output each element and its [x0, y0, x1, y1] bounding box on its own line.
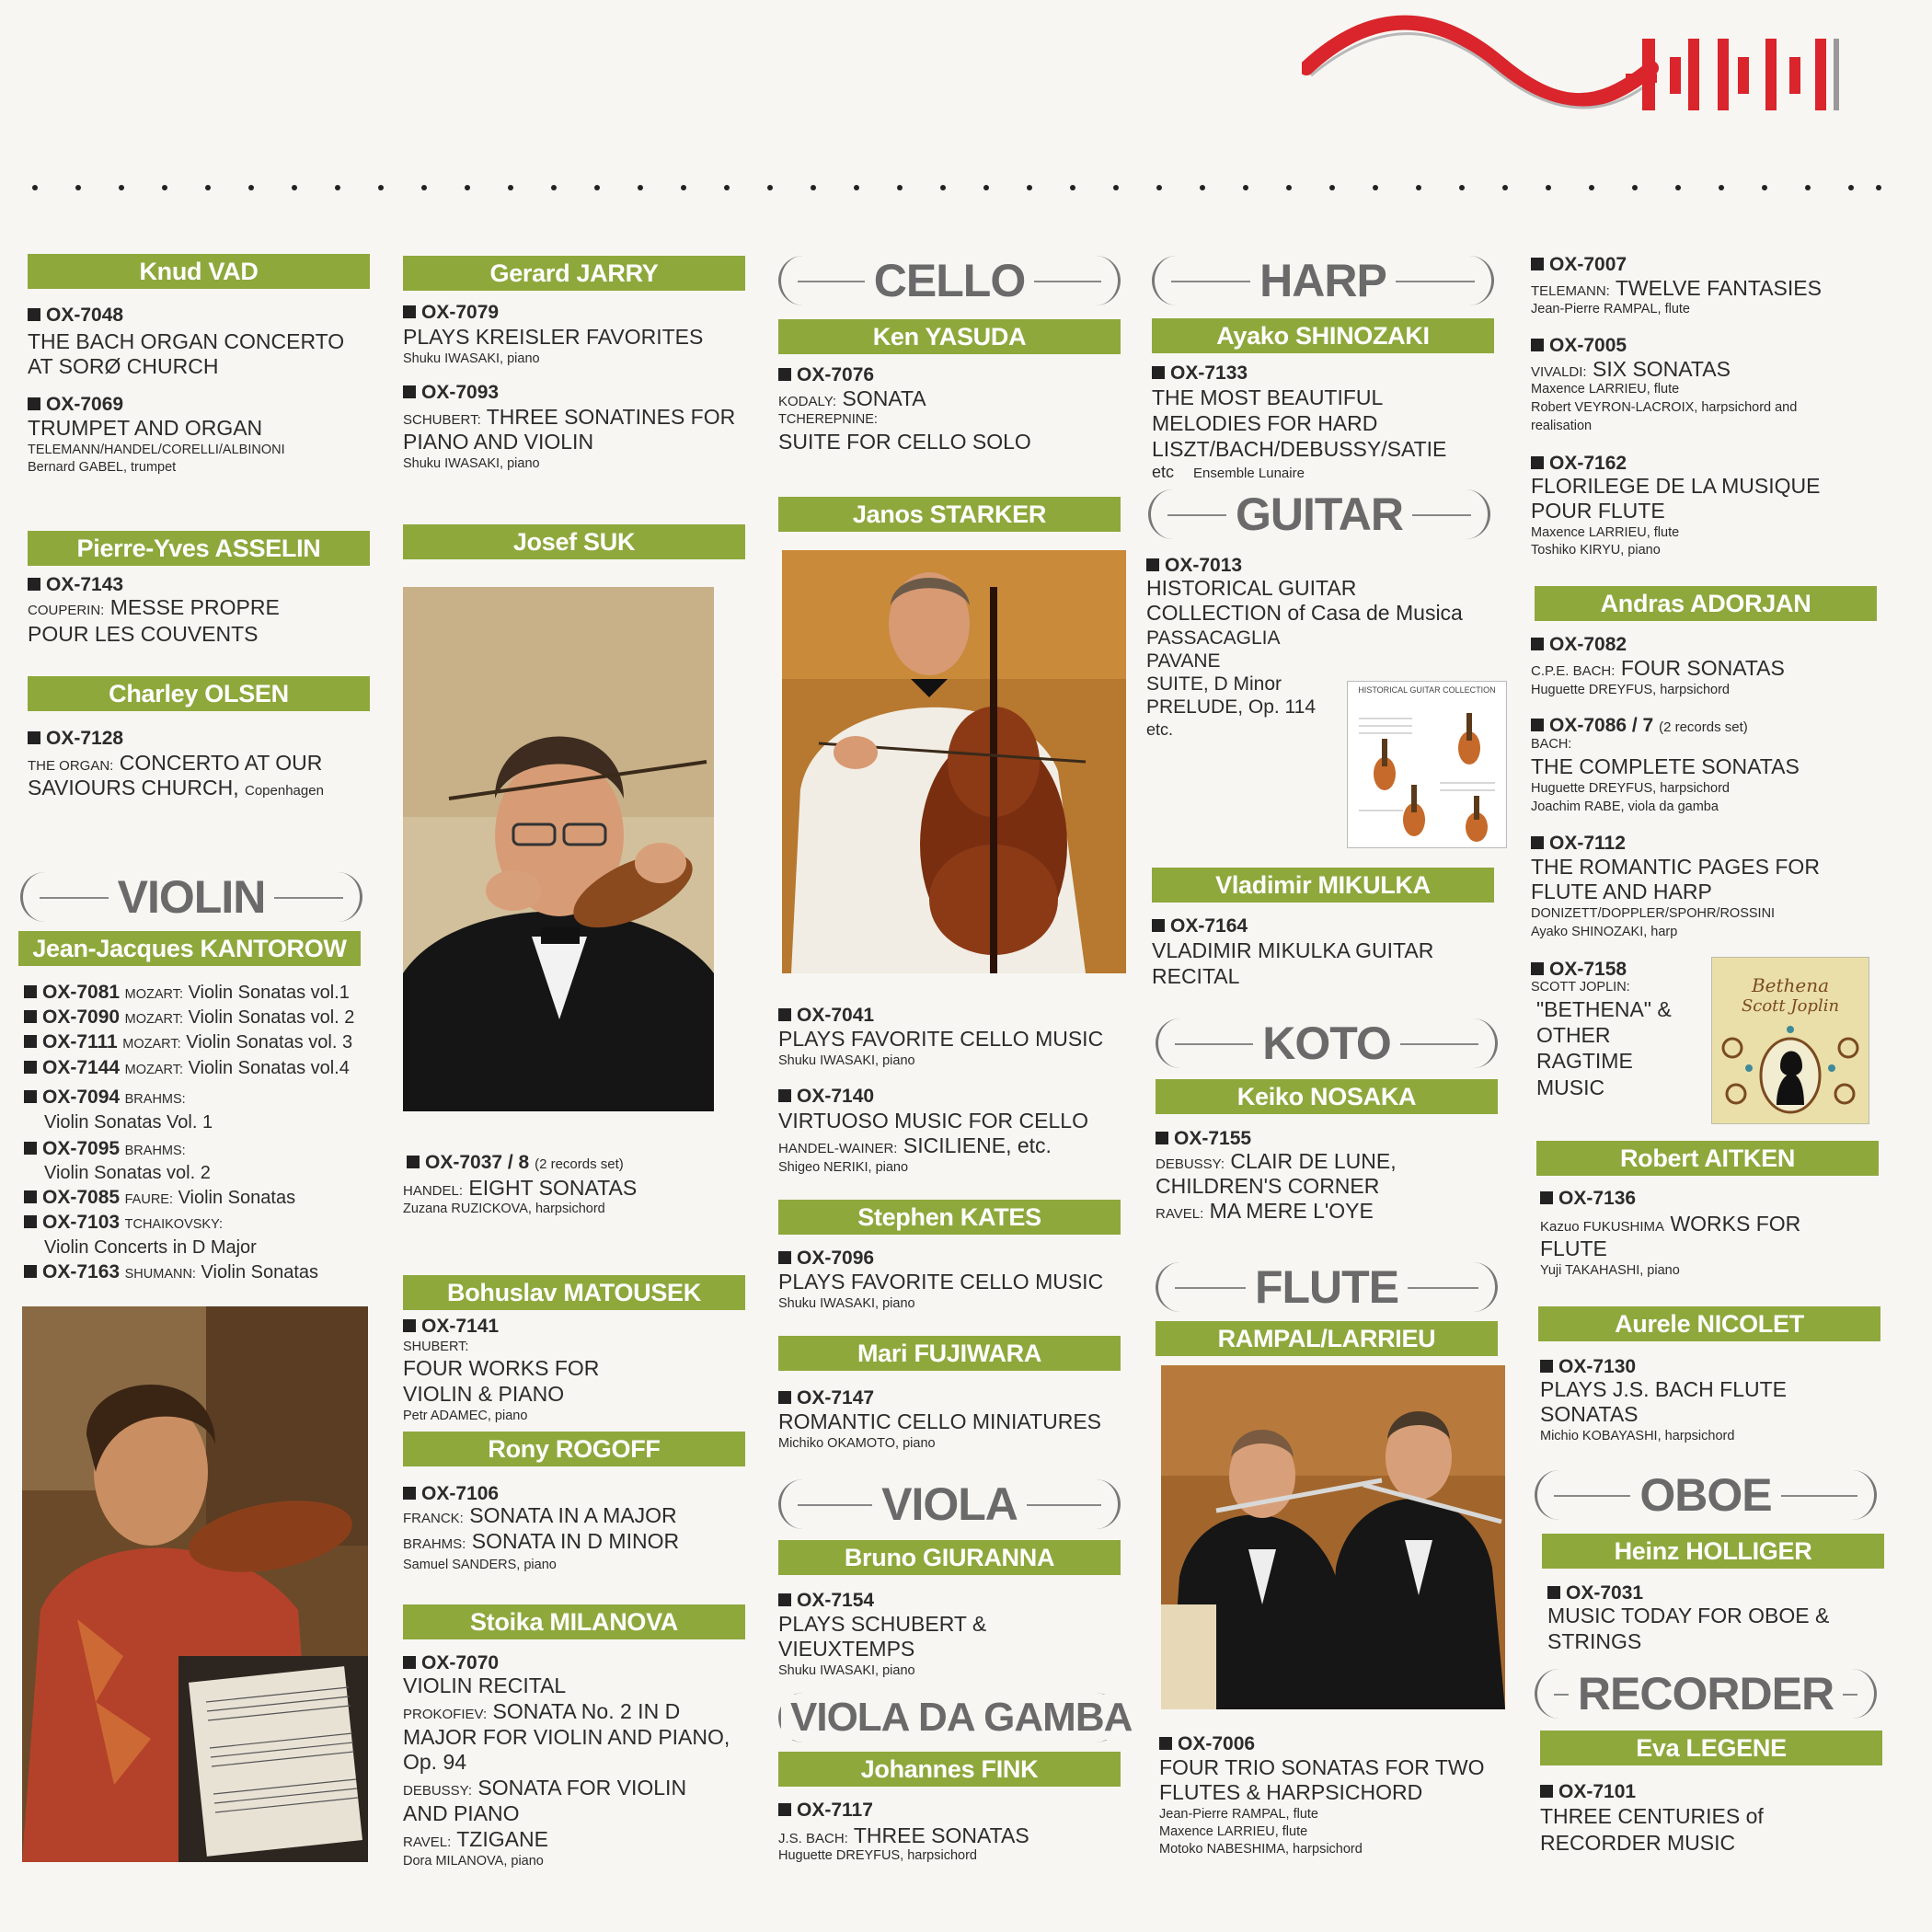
performer: Yuji TAKAHASHI, piano — [1540, 1263, 1680, 1278]
composer: COUPERIN: — [28, 603, 105, 618]
album-title: CHILDREN'S CORNER — [1156, 1174, 1380, 1198]
category-harp: HARP — [1152, 256, 1494, 305]
album-title: SUITE, D Minor — [1146, 673, 1282, 695]
artist-bar: Mari FUJIWARA — [778, 1336, 1121, 1371]
category-viola: VIOLA — [778, 1479, 1121, 1529]
performer: Petr ADAMEC, piano — [403, 1409, 528, 1423]
performer: realisation — [1531, 419, 1593, 433]
album-title: VIOLIN & PIANO — [403, 1382, 565, 1406]
artist-bar: Stoika MILANOVA — [403, 1604, 745, 1639]
catalog-number: OX-7155 — [1156, 1128, 1251, 1150]
album-title: AND PIANO — [403, 1801, 520, 1825]
catalog-number: OX-7079 — [403, 302, 499, 324]
artist-bar: Jean-Jacques KANTOROW — [18, 931, 361, 966]
performer: Toshiko KIRYU, piano — [1531, 543, 1661, 558]
album-title: POUR FLUTE — [1531, 499, 1665, 523]
composer: BRAHMS: — [403, 1536, 466, 1552]
album-title: J.S. BACH: THREE SONATAS — [778, 1823, 1029, 1847]
performer: Shuku IWASAKI, piano — [403, 351, 540, 366]
album-title: RAGTIME — [1536, 1049, 1633, 1073]
list-item: OX-7094 BRAHMS: — [24, 1086, 186, 1111]
artist-bar: Bruno GIURANNA — [778, 1540, 1121, 1575]
performer: Ayako SHINOZAKI, harp — [1531, 925, 1678, 939]
composer: TCHEREPNINE: — [778, 412, 878, 427]
album-title: POUR LES COUVENTS — [28, 622, 259, 646]
composer: C.P.E. BACH: — [1531, 663, 1616, 679]
album-title: Kazuo FUKUSHIMA WORKS FOR — [1540, 1212, 1801, 1236]
performer: Jean-Pierre RAMPAL, flute — [1531, 302, 1690, 316]
album-title: STRINGS — [1547, 1629, 1642, 1653]
album-title: THE BACH ORGAN CONCERTO — [28, 329, 345, 353]
category-koto: KOTO — [1156, 1018, 1498, 1068]
album-title: PLAYS FAVORITE CELLO MUSIC — [778, 1270, 1104, 1294]
performer: Maxence LARRIEU, flute — [1531, 525, 1680, 540]
album-title: PAVANE — [1146, 650, 1221, 672]
album-title: VLADIMIR MIKULKA GUITAR — [1152, 938, 1434, 962]
album-title: THREE CENTURIES of — [1540, 1804, 1764, 1828]
category-viola-da-gamba: VIOLA DA GAMBA — [778, 1693, 1121, 1742]
album-title: etc Ensemble Lunaire — [1152, 463, 1305, 481]
composer: RAVEL: — [403, 1834, 452, 1850]
catalog-number: OX-7143 — [28, 574, 123, 596]
catalog-number: OX-7162 — [1531, 453, 1627, 475]
catalog-number: OX-7106 — [403, 1483, 499, 1505]
album-title: KODALY: SONATA — [778, 386, 926, 410]
composer: HANDEL-WAINER: — [778, 1141, 898, 1156]
album-title: PLAYS FAVORITE CELLO MUSIC — [778, 1027, 1104, 1051]
album-title: HANDEL-WAINER: SICILIENE, etc. — [778, 1133, 1052, 1157]
album-title: BRAHMS: SONATA IN D MINOR — [403, 1529, 680, 1553]
catalog-number: OX-7048 — [28, 305, 123, 327]
category-cello: CELLO — [778, 256, 1121, 305]
suk-photo — [403, 587, 714, 1111]
artist-bar: Aurele NICOLET — [1538, 1306, 1880, 1341]
composer: Kazuo FUKUSHIMA — [1540, 1219, 1665, 1235]
kantorow-photo — [22, 1306, 368, 1862]
composer: RAVEL: — [1156, 1206, 1204, 1222]
album-title: PLAYS J.S. BACH FLUTE — [1540, 1377, 1787, 1401]
catalog-number: OX-7158 — [1531, 959, 1627, 981]
album-title: VIRTUOSO MUSIC FOR CELLO — [778, 1109, 1088, 1133]
performer: Motoko NABESHIMA, harpsichord — [1159, 1842, 1363, 1857]
album-title: PLAYS KREISLER FAVORITES — [403, 325, 704, 349]
album-title: THE ORGAN: CONCERTO AT OUR — [28, 751, 323, 775]
performer: Huguette DREYFUS, harpsichord — [1531, 683, 1730, 697]
album-title: DEBUSSY: CLAIR DE LUNE, — [1156, 1149, 1397, 1173]
album-title: FOUR TRIO SONATAS FOR TWO — [1159, 1755, 1485, 1779]
album-title: C.P.E. BACH: FOUR SONATAS — [1531, 656, 1785, 680]
artist-bar: Gerard JARRY — [403, 256, 745, 291]
album-title: "BETHENA" & — [1536, 997, 1672, 1021]
album-title: FLUTE — [1540, 1236, 1607, 1260]
category-recorder: RECORDER — [1535, 1669, 1877, 1719]
album-title: PASSACAGLIA — [1146, 627, 1281, 649]
album-title: RECORDER MUSIC — [1540, 1831, 1736, 1855]
composer: BACH: — [1531, 737, 1572, 752]
album-title: PLAYS SCHUBERT & — [778, 1612, 987, 1636]
album-title: MAJOR FOR VIOLIN AND PIANO, — [403, 1725, 730, 1749]
list-item: OX-7095 BRAHMS: — [24, 1137, 186, 1163]
catalog-number: OX-7013 — [1146, 555, 1242, 577]
catalog-number: OX-7070 — [403, 1652, 499, 1674]
performer: Michio KOBAYASHI, harpsichord — [1540, 1429, 1735, 1443]
catalog-number: OX-7086 / 7 (2 records set) — [1531, 715, 1748, 737]
catalog-number: OX-7069 — [28, 394, 123, 416]
category-violin: VIOLIN — [20, 872, 362, 922]
album-title: OTHER — [1536, 1023, 1611, 1047]
catalog-number: OX-7096 — [778, 1248, 874, 1270]
artist-bar: RAMPAL/LARRIEU — [1156, 1321, 1498, 1356]
artist-bar: Ayako SHINOZAKI — [1152, 318, 1494, 353]
catalog-number: OX-7101 — [1540, 1781, 1636, 1803]
red-wave-logo-icon — [1302, 13, 1854, 132]
performer: Bernard GABEL, trumpet — [28, 460, 177, 475]
album-title: TRUMPET AND ORGAN — [28, 416, 263, 440]
album-title: SUITE FOR CELLO SOLO — [778, 430, 1031, 454]
composer: KODALY: — [778, 394, 837, 409]
list-item: OX-7144 MOZART: Violin Sonatas vol.4 — [24, 1056, 350, 1082]
catalog-number: OX-7147 — [778, 1387, 874, 1409]
artist-bar: Josef SUK — [403, 524, 745, 559]
album-title: etc. — [1146, 720, 1174, 739]
category-guitar: GUITAR — [1148, 489, 1490, 539]
catalog-number: OX-7037 / 8 (2 records set) — [407, 1152, 624, 1174]
catalog-number: OX-7041 — [778, 1005, 874, 1027]
artist-bar: Andras ADORJAN — [1535, 586, 1877, 621]
album-title: FOUR WORKS FOR — [403, 1356, 600, 1380]
album-title: PRELUDE, Op. 114 — [1146, 696, 1317, 718]
catalog-number: OX-7093 — [403, 382, 499, 404]
album-title: DEBUSSY: SONATA FOR VIOLIN — [403, 1776, 687, 1800]
album-title: VIEUXTEMPS — [778, 1637, 915, 1661]
category-oboe: OBOE — [1535, 1470, 1877, 1520]
catalog-number: OX-7133 — [1152, 362, 1248, 385]
album-title: MUSIC TODAY FOR OBOE & — [1547, 1604, 1830, 1627]
artist-bar: Rony ROGOFF — [403, 1432, 745, 1466]
artist-bar: Eva LEGENE — [1540, 1731, 1882, 1765]
performer: Michiko OKAMOTO, piano — [778, 1436, 936, 1451]
album-title: MELODIES FOR HARD — [1152, 411, 1378, 435]
performer: Maxence LARRIEU, flute — [1159, 1824, 1308, 1839]
performer: Samuel SANDERS, piano — [403, 1558, 557, 1572]
artist-bar: Pierre-Yves ASSELIN — [28, 531, 370, 566]
composer: VIVALDI: — [1531, 364, 1587, 380]
performer: Shuku IWASAKI, piano — [778, 1053, 915, 1068]
list-item: OX-7085 FAURE: Violin Sonatas — [24, 1186, 295, 1212]
composers: TELEMANN/HANDEL/CORELLI/ALBINONI — [28, 443, 285, 457]
list-item: OX-7103 TCHAIKOVSKY: — [24, 1211, 223, 1236]
list-item-title: Violin Concerts in D Major — [44, 1237, 257, 1258]
album-title: THE ROMANTIC PAGES FOR — [1531, 855, 1820, 879]
album-title: TELEMANN: TWELVE FANTASIES — [1531, 276, 1822, 300]
composer: J.S. BACH: — [778, 1831, 848, 1846]
artist-bar: Janos STARKER — [778, 497, 1121, 532]
list-item-title: Violin Sonatas Vol. 1 — [44, 1112, 213, 1133]
catalog-number: OX-7136 — [1540, 1188, 1636, 1210]
performer: Joachim RABE, viola da gamba — [1531, 799, 1719, 814]
performer: Huguette DREYFUS, harpsichord — [1531, 781, 1730, 796]
album-title: THE MOST BEAUTIFUL — [1152, 385, 1384, 409]
composer: DEBUSSY: — [1156, 1156, 1225, 1172]
album-title: SAVIOURS CHURCH, Copenhagen — [28, 776, 324, 799]
composer: SCHUBERT: — [403, 412, 481, 428]
artist-bar: Bohuslav MATOUSEK — [403, 1275, 745, 1310]
bethena-album-cover: Bethena Scott Joplin — [1711, 957, 1869, 1124]
album-title: COUPERIN: MESSE PROPRE — [28, 595, 280, 619]
rampal-larrieu-photo — [1161, 1365, 1505, 1709]
composer: DEBUSSY: — [403, 1783, 473, 1799]
album-title: PROKOFIEV: SONATA No. 2 IN D — [403, 1699, 681, 1723]
album-title: RAVEL: MA MERE L'OYE — [1156, 1199, 1374, 1223]
performer: Jean-Pierre RAMPAL, flute — [1159, 1807, 1318, 1822]
artist-bar: Keiko NOSAKA — [1156, 1079, 1498, 1114]
album-title: FRANCK: SONATA IN A MAJOR — [403, 1503, 677, 1527]
list-item: OX-7163 SHUMANN: Violin Sonatas — [24, 1260, 318, 1286]
catalog-number: OX-7140 — [778, 1086, 874, 1108]
album-title: HANDEL: EIGHT SONATAS — [403, 1176, 638, 1200]
category-flute: FLUTE — [1156, 1262, 1498, 1312]
album-title: AT SORØ CHURCH — [28, 354, 219, 378]
catalog-number: OX-7112 — [1531, 833, 1626, 855]
album-title: MUSIC — [1536, 1075, 1605, 1099]
catalog-number: OX-7076 — [778, 364, 874, 386]
artist-bar: Johannes FINK — [778, 1752, 1121, 1787]
catalog-number: OX-7007 — [1531, 254, 1627, 276]
catalog-number: OX-7141 — [403, 1316, 499, 1338]
album-title: THE COMPLETE SONATAS — [1531, 754, 1800, 778]
list-item-title: Violin Sonatas vol. 2 — [44, 1163, 211, 1183]
album-title: RECITAL — [1152, 964, 1240, 988]
performer: Ensemble Lunaire — [1193, 466, 1305, 481]
performer: Shigeo NERIKI, piano — [778, 1160, 909, 1175]
catalog-number: OX-7006 — [1159, 1733, 1255, 1755]
artist-bar: Robert AITKEN — [1536, 1141, 1879, 1176]
artist-bar: Vladimir MIKULKA — [1152, 868, 1494, 903]
composer: FRANCK: — [403, 1511, 464, 1526]
album-title: COLLECTION of Casa de Musica — [1146, 601, 1463, 625]
starker-photo — [782, 550, 1126, 973]
album-title: VIOLIN RECITAL — [403, 1673, 567, 1697]
composer: HANDEL: — [403, 1183, 464, 1199]
album-title: FLUTE AND HARP — [1531, 880, 1712, 903]
performer: Shuku IWASAKI, piano — [778, 1663, 915, 1678]
album-title: LISZT/BACH/DEBUSSY/SATIE — [1152, 437, 1447, 461]
performer: Zuzana RUZICKOVA, harpsichord — [403, 1202, 605, 1216]
composer: PROKOFIEV: — [403, 1707, 488, 1722]
composer: SCOTT JOPLIN: — [1531, 980, 1630, 995]
place: Copenhagen — [245, 783, 324, 799]
list-item: OX-7090 MOZART: Violin Sonatas vol. 2 — [24, 1006, 354, 1031]
performer: Shuku IWASAKI, piano — [778, 1296, 915, 1311]
catalog-number: OX-7082 — [1531, 634, 1627, 656]
artist-bar: Knud VAD — [28, 254, 370, 289]
artist-bar: Heinz HOLLIGER — [1542, 1534, 1884, 1569]
performer: Robert VEYRON-LACROIX, harpsichord and — [1531, 400, 1798, 415]
album-title: FLORILEGE DE LA MUSIQUE — [1531, 474, 1821, 498]
catalog-number: OX-7154 — [778, 1590, 874, 1612]
album-title: FLUTES & HARPSICHORD — [1159, 1780, 1423, 1804]
album-title: PIANO AND VIOLIN — [403, 430, 594, 454]
performer: Dora MILANOVA, piano — [403, 1854, 544, 1869]
catalog-number: OX-7130 — [1540, 1356, 1636, 1378]
album-title: VIVALDI: SIX SONATAS — [1531, 357, 1731, 381]
catalog-number: OX-7031 — [1547, 1582, 1643, 1604]
catalog-number: OX-7128 — [28, 728, 123, 750]
album-title: SONATAS — [1540, 1402, 1639, 1426]
album-title: HISTORICAL GUITAR — [1146, 576, 1357, 600]
artist-bar: Stephen KATES — [778, 1200, 1121, 1235]
composer: THE ORGAN: — [28, 758, 114, 774]
album-title: ROMANTIC CELLO MINIATURES — [778, 1409, 1101, 1433]
album-title: SCHUBERT: THREE SONATINES FOR — [403, 405, 736, 429]
catalog-number: OX-7005 — [1531, 335, 1627, 357]
performer: Shuku IWASAKI, piano — [403, 456, 540, 471]
artist-bar: Ken YASUDA — [778, 319, 1121, 354]
composers: DONIZETT/DOPPLER/SPOHR/ROSSINI — [1531, 906, 1776, 921]
album-title: Op. 94 — [403, 1750, 467, 1774]
list-item: OX-7081 MOZART: Violin Sonatas vol.1 — [24, 981, 350, 1006]
album-title: RAVEL: TZIGANE — [403, 1827, 548, 1851]
composer: TELEMANN: — [1531, 283, 1610, 299]
catalog-number: OX-7164 — [1152, 915, 1248, 937]
catalog-number: OX-7117 — [778, 1800, 873, 1822]
performer: Maxence LARRIEU, flute — [1531, 382, 1680, 397]
guitar-album-cover: HISTORICAL GUITAR COLLECTION — [1347, 681, 1507, 848]
performer: Huguette DREYFUS, harpsichord — [778, 1848, 977, 1863]
list-item: OX-7111 MOZART: Violin Sonatas vol. 3 — [24, 1030, 352, 1056]
dotted-divider — [28, 180, 1886, 195]
composer: SHUBERT: — [403, 1340, 469, 1354]
artist-bar: Charley OLSEN — [28, 676, 370, 711]
